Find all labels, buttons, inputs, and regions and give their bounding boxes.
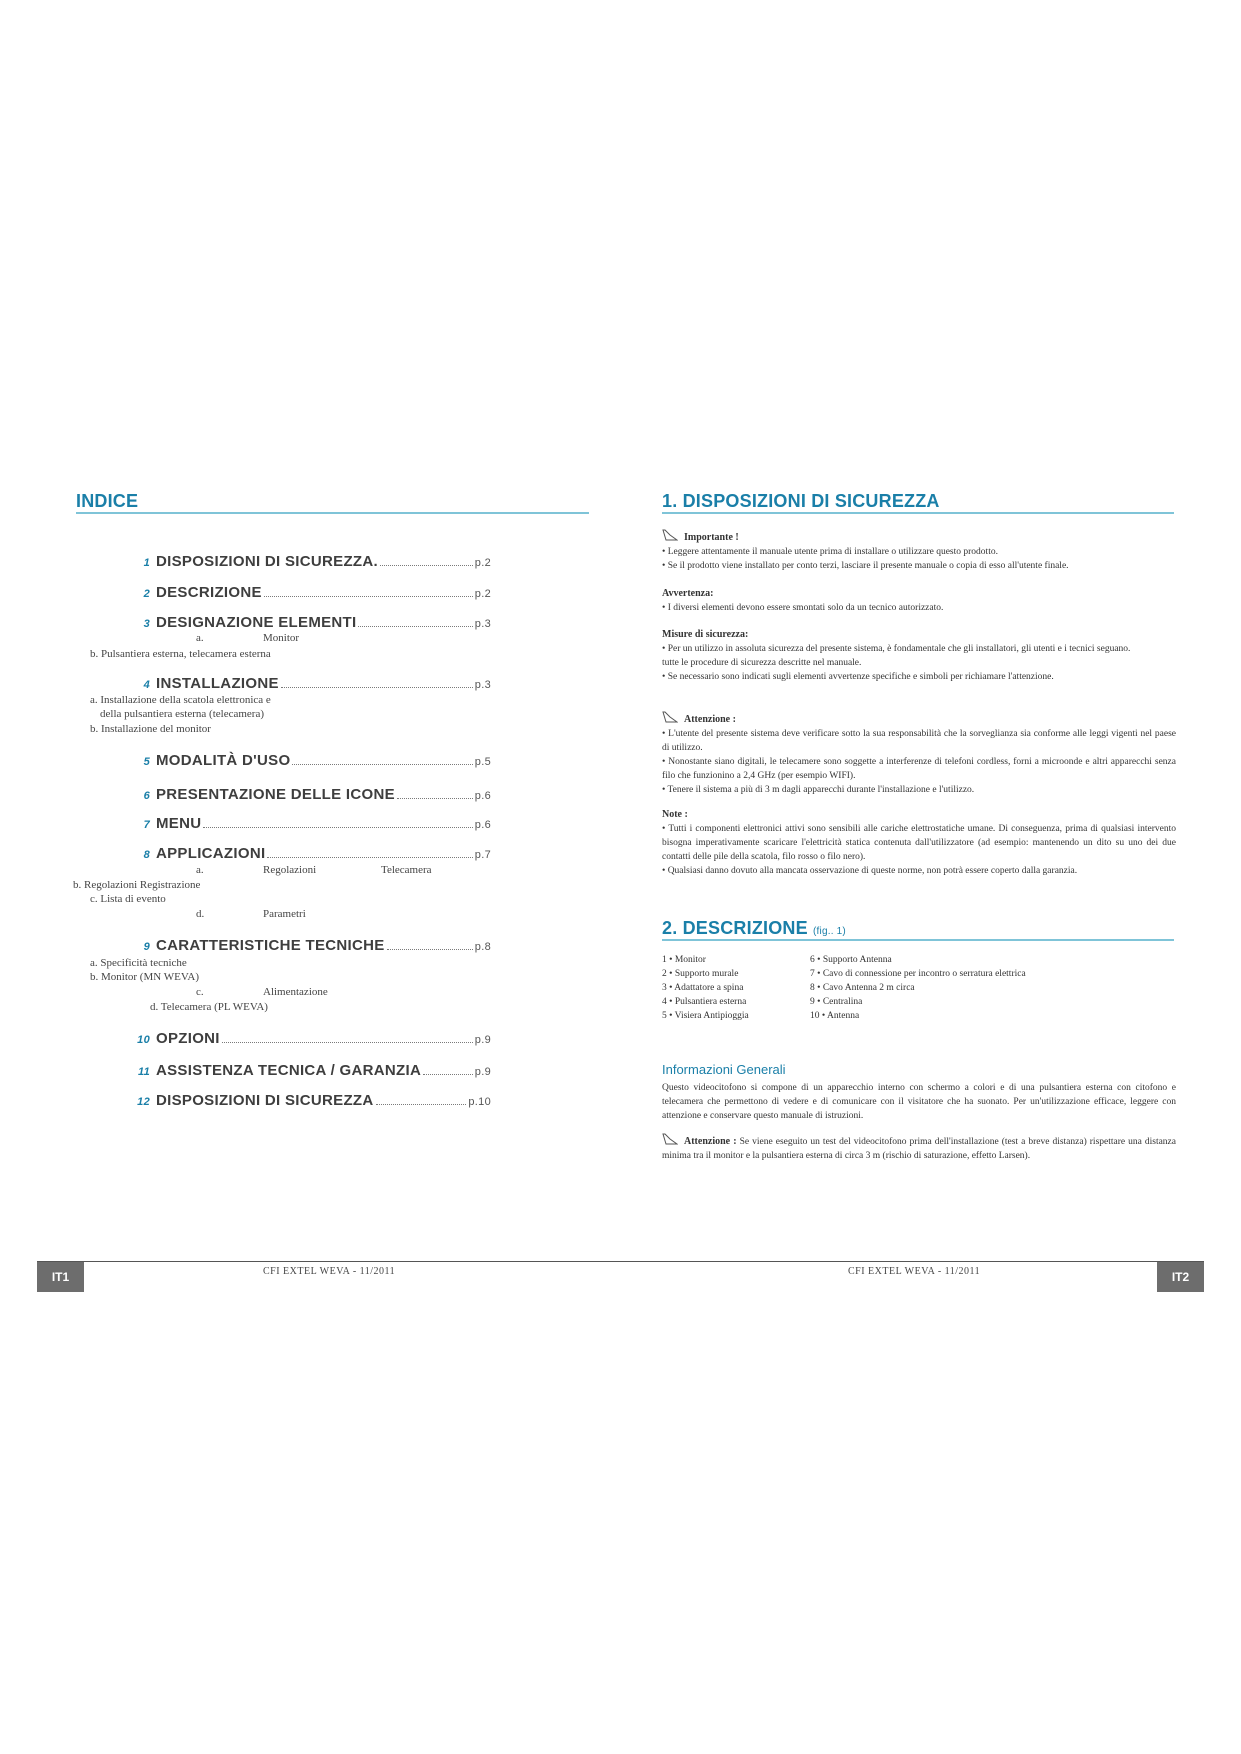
toc-leader (380, 565, 473, 566)
toc-label: DISPOSIZIONI DI SICUREZZA (156, 1092, 374, 1109)
toc-entry (134, 1062, 491, 1079)
toc-leader (376, 1104, 467, 1105)
toc-leader (222, 1042, 473, 1043)
sub-8d-letter: d. (196, 908, 205, 920)
toc-number: 1 (143, 557, 150, 569)
toc-leader (267, 857, 472, 858)
footer-rule (37, 1261, 1204, 1262)
info-text: Questo videocitofono si compone di un apparecchio interno con schermo a colori e di una pulsantiera esterna con citofono e telecamera che permettono di vedere e di comunicare con il visitatore che ha suonato. Per un'utilizzazione efficace, leggere con attenzione e conservare questo manuale di istruzioni. (662, 1083, 1176, 1121)
note-label: Note : (662, 809, 688, 820)
list-item: 8 • Cavo Antenna 2 m circa (810, 983, 915, 993)
misure-line-1: • Per un utilizzo in assoluta sicurezza del presente sistema, è fondamentale che gli installatori, gli utenti e i tecnici seguano. (662, 644, 1131, 654)
sub-3b: b. Pulsantiera esterna, telecamera esterna (90, 648, 271, 660)
list-item: 5 • Visiera Antipioggia (662, 1011, 749, 1021)
index-title: INDICE (76, 491, 139, 511)
misure-label: Misure di sicurezza: (662, 629, 749, 640)
sub-9c-text: Alimentazione (263, 986, 328, 998)
importante-line-1: • Leggere attentamente il manuale utente prima di installare o utilizzare questo prodotto. (662, 547, 998, 557)
misure-line-3: • Se necessario sono indicati sugli elementi avvertenze specifiche e simboli per richiamare l'attenzione. (662, 672, 1054, 682)
note-line-1: • Tutti i componenti elettronici attivi sono sensibili alle cariche elettrostatiche umane. Di conseguenza, prima di qualsiasi intervento bisogna imperativamente scaricare l'elettricità statica contenuta dall'utilizzatore (ad esempio: mantenendo un dito su uno dei due contatti delle pile della scatola, filo rosso o filo nero). (662, 824, 1176, 862)
toc-label: DISPOSIZIONI DI SICUREZZA. (156, 553, 378, 570)
section2-title-text: 2. DESCRIZIONE (662, 918, 808, 938)
toc-number: 6 (143, 790, 150, 802)
toc-page: p.2 (474, 557, 491, 569)
toc-label: DESCRIZIONE (156, 584, 262, 601)
toc-entry (134, 614, 491, 631)
sub-8a-letter: a. (196, 864, 204, 876)
toc-leader (423, 1074, 473, 1075)
toc-entry (134, 845, 491, 862)
toc-entry (134, 815, 491, 832)
toc-number: 3 (143, 618, 150, 630)
attenzione-line-1: • L'utente del presente sistema deve verificare sotto la sua responsabilità che la sorveglianza sia conforme alle leggi vigenti nel paese di utilizzo. (662, 729, 1176, 753)
section1-title: 1. DISPOSIZIONI DI SICUREZZA (662, 491, 940, 511)
page-number-left: IT1 (37, 1262, 84, 1292)
sub-8d-text: Parametri (263, 908, 306, 920)
toc-leader (387, 949, 473, 950)
toc-number: 5 (143, 756, 150, 768)
sub-9d: d. Telecamera (PL WEVA) (150, 1001, 268, 1013)
info-attenzione-text: Se viene eseguito un test del videocitofono prima dell'installazione (test a breve distanza) rispettare una distanza minima tra il monitor e la pulsantiera esterna di circa 3 m (rischio di saturazione, effetto Larsen). (662, 1137, 1176, 1161)
attenzione-line-2: • Nonostante siano digitali, le telecamere sono soggette a interferenze di telefoni cordless, forni a microonde e altri apparecchi senza filo che funzionino a 2,4 GHz (per esempio WIFI). (662, 757, 1176, 781)
importante-block (662, 528, 1176, 573)
sub-8a-text2: Telecamera (381, 864, 432, 876)
misure-line-2: tutte le procedure di sicurezza descritte nel manuale. (662, 658, 862, 668)
toc-page: p.8 (474, 941, 491, 953)
avvertenza-block (662, 587, 1176, 615)
toc-number: 10 (137, 1034, 150, 1046)
toc-label: ASSISTENZA TECNICA / GARANZIA (156, 1062, 422, 1079)
toc-page: p.3 (474, 618, 491, 630)
toc-page: p.7 (474, 849, 491, 861)
avvertenza-label: Avvertenza: (662, 588, 714, 599)
toc-leader (281, 687, 473, 688)
sub-9b: b. Monitor (MN WEVA) (90, 971, 199, 983)
sub-3a-text: Monitor (263, 632, 300, 644)
toc-leader (203, 827, 472, 828)
toc-entry (134, 1092, 491, 1109)
page-number-right: IT2 (1157, 1262, 1204, 1292)
toc-page: p.2 (474, 588, 491, 600)
sub-8b: b. Regolazioni Registrazione (73, 879, 201, 891)
sub-4a-line1: a. Installazione della scatola elettronica e (90, 694, 271, 706)
toc-leader (358, 626, 472, 627)
toc-label: CARATTERISTICHE TECNICHE (156, 937, 385, 954)
info-title: Informazioni Generali (662, 1062, 786, 1077)
toc-leader (264, 596, 473, 597)
sub-8c: c. Lista di evento (90, 893, 166, 905)
desc-list-col1 (662, 953, 749, 1023)
list-item: 7 • Cavo di connessione per incontro o serratura elettrica (810, 969, 1026, 979)
desc-list-col2 (810, 953, 1026, 1023)
warning-hand-icon (662, 710, 678, 724)
list-item: 6 • Supporto Antenna (810, 955, 892, 965)
warning-hand-icon (662, 1132, 678, 1146)
section2-fig-ref: (fig.. 1) (813, 926, 846, 937)
sub-4b: b. Installazione del monitor (90, 723, 211, 735)
toc-entry (134, 584, 491, 601)
toc-label: MENU (156, 815, 202, 832)
toc-number: 11 (137, 1066, 150, 1078)
index-title-rule (76, 512, 589, 514)
sub-9a: a. Specificità tecniche (90, 957, 187, 969)
toc-page: p.6 (474, 819, 491, 831)
toc-number: 9 (143, 941, 150, 953)
sub-4a-line2: della pulsantiera esterna (telecamera) (100, 708, 264, 720)
toc-label: INSTALLAZIONE (156, 675, 279, 692)
note-line-2: • Qualsiasi danno dovuto alla mancata osservazione di queste norme, non potrà essere coperto dalla garanzia. (662, 866, 1078, 876)
toc-number: 4 (143, 679, 150, 691)
list-item: 9 • Centralina (810, 997, 863, 1007)
footer-text-left: CFI EXTEL WEVA - 11/2011 (263, 1266, 396, 1277)
toc-label: DESIGNAZIONE ELEMENTI (156, 614, 357, 631)
toc-label: MODALITÀ D'USO (156, 752, 291, 769)
list-item: 2 • Supporto murale (662, 969, 739, 979)
toc-entry (134, 675, 491, 692)
toc-page: p.9 (474, 1034, 491, 1046)
section2-title (662, 918, 846, 939)
toc-entry (134, 1030, 491, 1047)
info-attenzione-label: Attenzione : (684, 1136, 737, 1147)
sub-9c-letter: c. (196, 986, 204, 998)
list-item: 1 • Monitor (662, 955, 706, 965)
toc-leader (397, 798, 473, 799)
list-item: 10 • Antenna (810, 1011, 860, 1021)
toc-number: 8 (143, 849, 150, 861)
attenzione-label: Attenzione : (684, 714, 736, 725)
toc-number: 7 (143, 819, 150, 831)
importante-label: Importante ! (684, 532, 739, 543)
toc-page: p.3 (474, 679, 491, 691)
attenzione-block (662, 710, 1176, 797)
toc-page: p.6 (474, 790, 491, 802)
toc-page: p.9 (474, 1066, 491, 1078)
avvertenza-line: • I diversi elementi devono essere smontati solo da un tecnico autorizzato. (662, 603, 944, 613)
toc-label: APPLICAZIONI (156, 845, 266, 862)
sub-8a-text: Regolazioni (263, 864, 317, 876)
toc-leader (292, 764, 472, 765)
toc-number: 12 (137, 1096, 150, 1108)
toc-entry (134, 553, 491, 570)
section1-title-rule (662, 512, 1174, 514)
footer-text-right: CFI EXTEL WEVA - 11/2011 (848, 1266, 981, 1277)
sub-3a-letter: a. (196, 632, 204, 644)
list-item: 3 • Adattatore a spina (662, 983, 744, 993)
list-item: 4 • Pulsantiera esterna (662, 997, 747, 1007)
note-block (662, 808, 1176, 878)
toc-entry (134, 786, 491, 803)
toc-page: p.5 (474, 756, 491, 768)
toc-page: p.10 (468, 1096, 491, 1108)
toc-entry (134, 752, 491, 769)
section2-title-rule (662, 939, 1174, 941)
info-attenzione (662, 1132, 1176, 1163)
toc-label: PRESENTAZIONE DELLE ICONE (156, 786, 395, 803)
warning-hand-icon (662, 528, 678, 542)
toc-entry (134, 937, 491, 954)
importante-line-2: • Se il prodotto viene installato per conto terzi, lasciare il presente manuale o copia di esso all'utente finale. (662, 561, 1069, 571)
attenzione-line-3: • Tenere il sistema a più di 3 m dagli apparecchi durante l'installazione e l'utilizzo. (662, 785, 975, 795)
toc-label: OPZIONI (156, 1030, 220, 1047)
misure-block (662, 628, 1176, 684)
toc-number: 2 (143, 588, 150, 600)
